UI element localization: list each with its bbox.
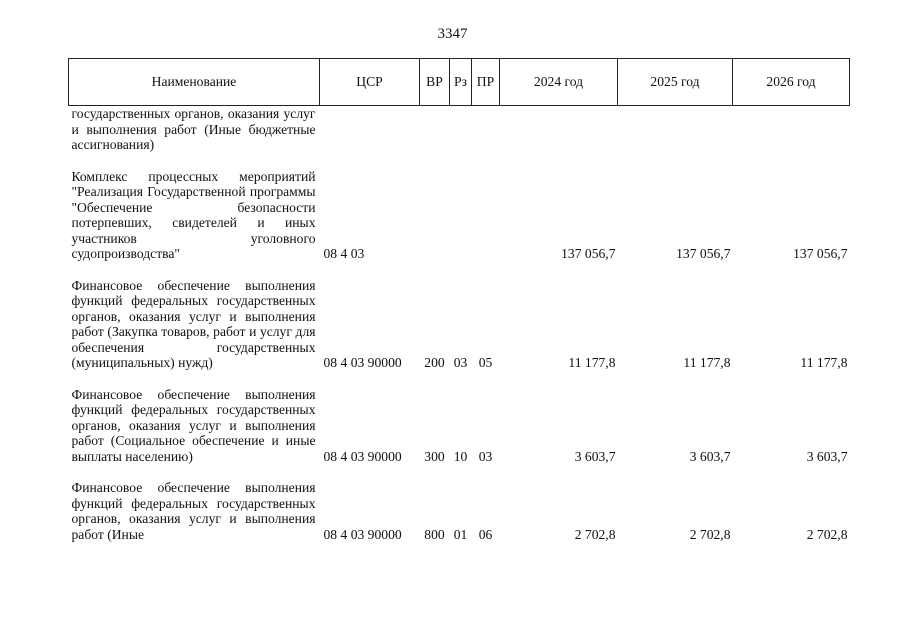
row-csr: 08 4 03 90000 xyxy=(323,448,402,464)
row-name: Финансовое обеспечение выполнения функций федеральных государственных органов, оказания услуг и выполнения работ (Иные xyxy=(71,480,316,542)
budget-table xyxy=(68,58,850,542)
page-number: 3347 xyxy=(437,26,468,42)
row-spacer xyxy=(69,153,850,169)
row-spacer xyxy=(69,371,850,387)
header-2024: 2024 год xyxy=(500,59,618,106)
header-csr: ЦСР xyxy=(320,59,420,106)
row-spacer xyxy=(69,464,850,480)
row-rz: 03 xyxy=(453,355,468,370)
header-name: Наименование xyxy=(69,59,320,106)
row-2024: 2 702,8 xyxy=(574,526,616,542)
row-2026: 11 177,8 xyxy=(800,355,848,370)
row-2024 xyxy=(500,106,618,153)
header-2026: 2026 год xyxy=(733,59,850,106)
row-2025: 3 603,7 xyxy=(689,448,731,464)
row-vr: 800 xyxy=(424,526,445,542)
header-pr: ПР xyxy=(472,59,500,106)
row-csr: 08 4 03 xyxy=(323,246,365,261)
budget-table-wrapper xyxy=(68,58,850,542)
header-vr: ВР xyxy=(420,59,450,106)
row-csr: 08 4 03 90000 xyxy=(323,526,402,542)
row-2025: 2 702,8 xyxy=(689,526,731,542)
row-2026 xyxy=(733,106,850,153)
header-2025: 2025 год xyxy=(618,59,733,106)
row-name: Финансовое обеспечение выполнения функций федеральных государственных органов, оказания услуг и выполнения работ (Закупка товаров, работ и услуг для обеспечения государственных (муниципальных) нужд) xyxy=(71,277,316,370)
row-2024: 137 056,7 xyxy=(561,246,616,261)
row-pr: 05 xyxy=(478,355,493,370)
row-2025 xyxy=(618,106,733,153)
table-header-row xyxy=(69,59,850,106)
table-row xyxy=(69,480,850,542)
row-name: Финансовое обеспечение выполнения функций федеральных государственных органов, оказания услуг и выполнения работ (Социальное обеспечение и иные выплаты населению) xyxy=(71,386,316,464)
row-pr xyxy=(472,106,500,153)
row-2026: 137 056,7 xyxy=(793,246,848,261)
row-pr xyxy=(472,169,500,262)
row-2024: 11 177,8 xyxy=(568,355,616,370)
header-rz: Рз xyxy=(450,59,472,106)
row-2024: 3 603,7 xyxy=(574,448,616,464)
row-vr xyxy=(420,169,450,262)
row-2026: 3 603,7 xyxy=(806,448,848,464)
row-2026: 2 702,8 xyxy=(806,526,848,542)
row-pr: 06 xyxy=(478,526,493,542)
row-name: Комплекс процессных мероприятий "Реализация Государственной программы "Обеспечение безопасности потерпевших, свидетелей и иных участников уголовного судопроизводства" xyxy=(71,168,316,261)
table-row xyxy=(69,387,850,465)
row-vr: 200 xyxy=(424,355,445,370)
table-row xyxy=(69,278,850,371)
row-2025: 11 177,8 xyxy=(683,355,731,370)
row-csr xyxy=(320,106,420,153)
row-spacer xyxy=(69,262,850,278)
table-row xyxy=(69,169,850,262)
row-pr: 03 xyxy=(478,448,493,464)
row-rz xyxy=(450,169,472,262)
row-rz: 01 xyxy=(453,526,468,542)
row-csr: 08 4 03 90000 xyxy=(323,355,402,370)
row-2025: 137 056,7 xyxy=(676,246,731,261)
row-vr: 300 xyxy=(424,448,445,464)
table-row xyxy=(69,106,850,153)
row-vr xyxy=(420,106,450,153)
row-rz xyxy=(450,106,472,153)
row-rz: 10 xyxy=(453,448,468,464)
row-name: государственных органов, оказания услуг и выполнения работ (Иные бюджетные ассигнования) xyxy=(71,106,316,152)
